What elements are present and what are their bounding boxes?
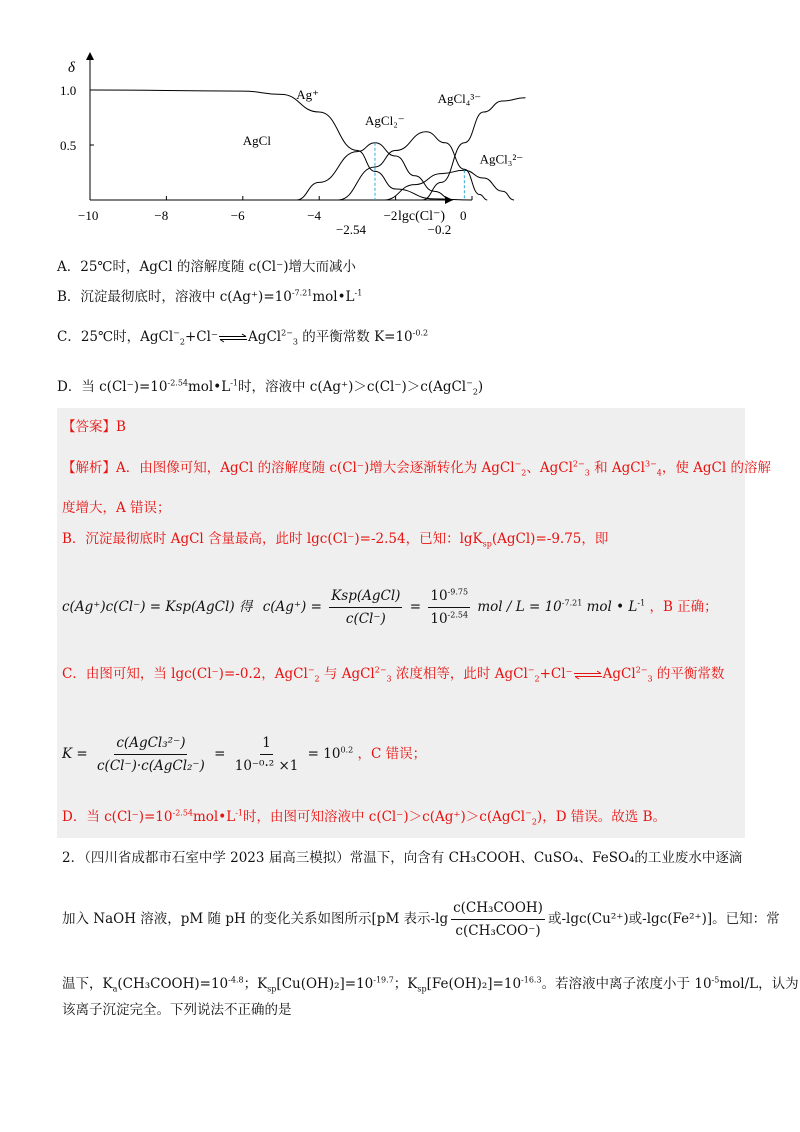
equilibrium-arrow-icon — [218, 334, 248, 342]
y-tick-label: 1.0 — [60, 83, 77, 98]
analysis-d-line: D．当 $c(Cl^-)=10^{-2.54}mol•L^{-1}$时，由图可知溶液中 c(Cl⁻)＞c(Ag⁺)＞c(AgCl−$_2$)，D 错误。故选 B。 — [62, 808, 667, 827]
x-axis-label: lgc(Cl⁻) — [398, 209, 446, 224]
question2-line4: 该离子沉淀完全。下列说法不正确的是 — [62, 1002, 292, 1018]
series-curve — [338, 132, 487, 200]
analysis-b-line1: B．沉淀最彻底时 AgCl 含量最高，此时 lgc(Cl⁻)=-2.54，已知：lgK$_{sp}$(AgCl)=-9.75，即 — [62, 531, 609, 549]
y-tick-label: 0.5 — [60, 138, 77, 153]
question2-line3: 温下，$K_a(CH_3COOH)=10^{-4.8}$；$K_{sp}[Cu(OH)_2]=10^{-19.7}$；$K_{sp}[Fe(OH)_2]=10^{-16.3}$。若溶液中离子浓度小于 $10^{-5}mol/L$，认为 — [62, 975, 799, 994]
x-tick-label: −8 — [154, 208, 169, 223]
question2-line2: 加入 NaOH 溶液，pM 随 pH 的变化关系如图所示[pM 表示-lg $\frac{\text{c(CH₃COOH)}}{\text{c(CH₃COO⁻)}}$ 或-lgc(Cu²⁺)或-lgc(Fe²⁺)]。已知：常 — [62, 900, 780, 939]
analysis-c-line1: C．由图可知，当 lgc(Cl⁻)=-0.2，AgCl−$_2$ 与 AgCl$^{2-}_3$ 浓度相等，此时 AgCl−$_2$+Cl⁻ AgCl$^{2-}_3$ 的平衡常数 — [62, 665, 725, 684]
option-a[interactable]: A．25℃时，AgCl 的溶解度随 c(Cl⁻)增大而减小 — [57, 259, 357, 275]
option-b[interactable]: B．沉淀最彻底时，溶液中 $c(Ag^+)=10^{-7.21}mol•L^{-1}$ — [57, 288, 363, 305]
x-tick-label: 0 — [460, 208, 467, 223]
series-curve — [422, 98, 525, 200]
answer-label: 【答案】B — [62, 419, 126, 435]
equilibrium-arrow-icon — [573, 671, 603, 679]
series-label: AgCl₄³⁻ — [437, 91, 482, 107]
chart-guides — [375, 143, 464, 200]
value-fraction: $\frac{1}{\text{10⁻⁰·² ×1}}$ — [234, 735, 299, 774]
series-curve — [90, 90, 472, 200]
analysis-a-line1: 【解析】A．由图像可知，AgCl 的溶解度随 c(Cl⁻)增大会逐渐转化为 AgCl−$_2$、AgCl$^{2-}_3$ 和 AgCl$^{3-}_4$，使 AgCl 的溶解 — [62, 459, 771, 478]
series-label: AgCl — [242, 133, 271, 148]
option-d[interactable]: D．当 $c(Cl^-)=10^{-2.54}mol•L^{-1}$时，溶液中 c(Ag⁺)＞c(Cl⁻)＞c(AgCl−$_2$) — [57, 378, 484, 397]
acid-ratio-fraction: $\frac{\text{c(CH₃COOH)}}{\text{c(CH₃COO⁻)}}$ — [453, 900, 543, 939]
x-tick-label: −10 — [78, 208, 99, 223]
annotation-label: −0.2 — [427, 222, 452, 237]
chart-series-labels — [243, 87, 523, 167]
y-axis-arrow — [86, 52, 94, 60]
series-label: Ag⁺ — [296, 86, 320, 102]
analysis-b-equation: c(Ag⁺)c(Cl⁻) = Ksp(AgCl) 得 c(Ag⁺) = $\frac{\text{Ksp(AgCl)}}{c(Cl^-)}$ = $\frac{10^{-9.75}}{10^{-2.54}}$ mol / $L = 10^{-7.21}$ mol • $L^{-1}$ ，B 正确； — [62, 587, 718, 627]
power-fraction: $\frac{10^{-9.75}}{10^{-2.54}}$ — [430, 587, 469, 627]
analysis-a-line2: 度增大，A 错误； — [62, 500, 171, 516]
option-c[interactable]: C．25℃时，AgCl−$_2$+Cl⁻ AgCl$^{2-}_3$ 的平衡常数 $K=10^{-0.2}$ — [57, 328, 429, 347]
chart-ticks — [60, 83, 472, 223]
x-tick-label: −4 — [307, 208, 322, 223]
ksp-fraction: $\frac{\text{Ksp(AgCl)}}{c(Cl^-)}$ — [331, 588, 401, 627]
k-fraction: $\frac{\text{c(AgCl₃²⁻)}}{\text{c(Cl⁻)·c(AgCl₂⁻)}}$ — [97, 735, 205, 774]
series-label: AgCl₂⁻ — [365, 113, 405, 129]
question2-line1: 2．（四川省成都市石室中学 2023 届高三模拟）常温下，向含有 CH₃COOH、CuSO₄、FeSO₄的工业废水中逐滴 — [62, 850, 743, 866]
chart-annotations — [336, 222, 451, 237]
series-label: AgCl₃²⁻ — [479, 151, 524, 167]
x-tick-label: −6 — [230, 208, 245, 223]
distribution-chart — [60, 52, 524, 242]
x-tick-label: −2 — [383, 208, 398, 223]
chart-curves — [90, 90, 525, 200]
y-axis-label: δ — [68, 60, 75, 76]
annotation-label: −2.54 — [335, 222, 367, 237]
analysis-c-equation: K = $\frac{\text{c(AgCl₃²⁻)}}{\text{c(Cl⁻)·c(AgCl₂⁻)}}$ = $\frac{1}{\text{10⁻⁰·² ×1}}$ = $10^{0.2}$ ，C 错误； — [62, 735, 427, 774]
